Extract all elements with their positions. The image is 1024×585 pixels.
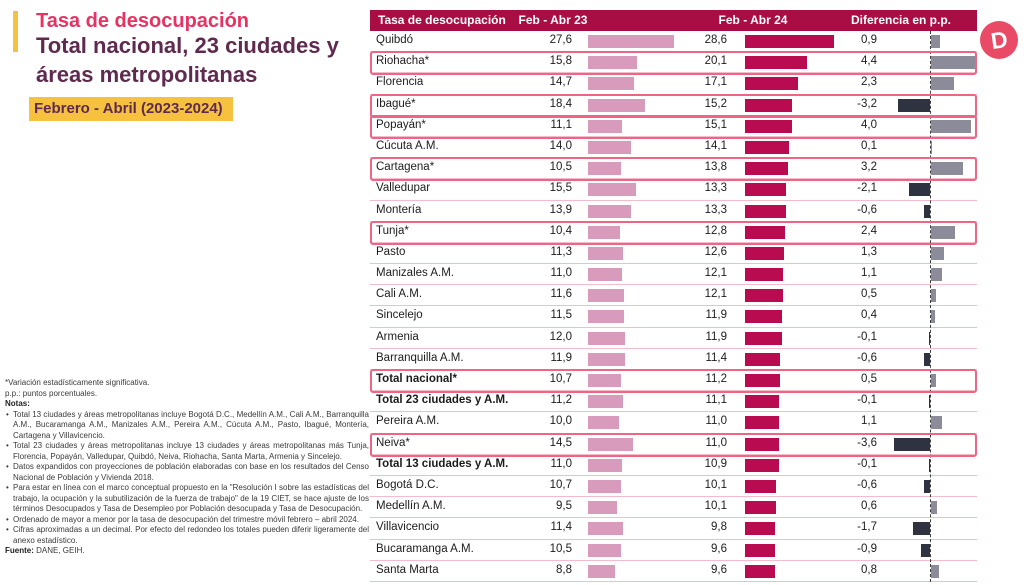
value-feb23: 11,4: [550, 521, 572, 534]
bar-feb23: [588, 183, 636, 196]
value-feb23: 14,7: [549, 76, 572, 89]
row-city-name: Armenia: [376, 330, 419, 343]
bar-diff: [909, 183, 930, 196]
value-diff: -3,2: [857, 97, 877, 110]
page-title: Tasa de desocupación: [36, 10, 250, 32]
source-label: Fuente:: [5, 546, 34, 555]
table-row: [370, 52, 977, 73]
bar-diff: [931, 565, 939, 578]
bar-feb23: [588, 522, 623, 535]
note-pp: p.p.: puntos porcentuales.: [5, 388, 98, 398]
value-feb24: 9,8: [711, 521, 727, 534]
bar-feb23: [588, 565, 615, 578]
row-city-name: Santa Marta: [376, 563, 439, 576]
bar-diff: [931, 247, 944, 260]
value-feb23: 11,6: [550, 288, 572, 301]
value-diff: -3,6: [857, 436, 877, 449]
bar-diff: [931, 268, 942, 281]
row-city-name: Total 13 ciudades y A.M.: [376, 457, 509, 470]
value-feb23: 15,5: [549, 182, 572, 195]
note-item: • Cifras aproximadas a un decimal. Por efecto del redondeo los totales pueden diferir ligeramente del anexo estadístico.: [5, 525, 369, 546]
bar-diff: [921, 544, 930, 557]
column-header-city: Tasa de desocupación: [378, 13, 506, 27]
value-diff: -0,6: [857, 478, 877, 491]
bar-diff: [894, 438, 930, 451]
bar-feb24: [745, 480, 776, 493]
value-feb24: 12,8: [704, 224, 727, 237]
row-city-name: Cartagena*: [376, 161, 435, 174]
value-feb23: 11,3: [550, 245, 572, 258]
row-city-name: Bucaramanga A.M.: [376, 542, 474, 555]
table-body: [370, 31, 977, 582]
bar-feb23: [588, 480, 621, 493]
table-row: [370, 306, 977, 327]
value-feb24: 9,6: [711, 542, 727, 555]
bar-feb23: [588, 544, 621, 557]
bar-feb23: [588, 310, 624, 323]
bar-feb24: [745, 120, 792, 133]
table-row: [370, 434, 977, 455]
bar-diff: [931, 374, 936, 387]
bar-feb24: [745, 353, 780, 366]
value-feb23: 11,2: [550, 394, 572, 407]
bar-feb24: [745, 438, 779, 451]
bar-feb24: [745, 77, 798, 90]
value-feb24: 11,4: [705, 351, 727, 364]
value-feb24: 28,6: [704, 34, 727, 46]
row-city-name: Medellín A.M.: [376, 500, 446, 513]
value-feb23: 27,6: [549, 34, 572, 46]
bar-diff: [931, 162, 963, 175]
bar-diff: [931, 77, 954, 90]
table-row: [370, 73, 977, 94]
value-diff: 1,3: [861, 245, 877, 258]
value-diff: 3,2: [861, 161, 877, 174]
row-city-name: Montería: [376, 203, 422, 216]
bar-feb23: [588, 395, 623, 408]
value-diff: -0,6: [857, 203, 877, 216]
value-diff: -0,6: [857, 351, 877, 364]
zero-axis: [930, 31, 931, 582]
bar-feb23: [588, 459, 622, 472]
value-diff: 0,9: [861, 34, 877, 46]
source-text: DANE, GEIH.: [33, 546, 85, 555]
value-feb24: 11,2: [705, 373, 727, 385]
value-feb24: 10,9: [704, 457, 727, 470]
value-diff: 1,1: [861, 267, 877, 280]
table-row: [370, 370, 977, 391]
table-row: [370, 201, 977, 222]
page-subtitle-line1: Total nacional, 23 ciudades y: [36, 33, 339, 58]
value-feb24: 11,0: [705, 415, 727, 428]
value-feb24: 17,1: [704, 76, 727, 89]
bar-feb24: [745, 268, 783, 281]
bar-feb24: [745, 162, 788, 175]
row-city-name: Cúcuta A.M.: [376, 139, 439, 152]
value-feb23: 10,5: [549, 161, 572, 174]
table-header: [370, 10, 977, 31]
value-feb23: 11,0: [550, 267, 572, 280]
bar-feb23: [588, 374, 621, 387]
row-city-name: Quibdó: [376, 34, 414, 46]
value-diff: 0,8: [861, 563, 877, 576]
row-city-name: Manizales A.M.: [376, 267, 454, 280]
page-subtitle-line2: áreas metropolitanas: [36, 62, 258, 87]
value-feb23: 18,4: [549, 97, 572, 110]
note-item: • Para estar en línea con el marco conceptual propuesto en la "Resolución I sobre las estadísticas del trabajo, la ocupación y la subutilización de la fuerza de trabajo" de la 19 CIET, se hace ajuste de los términos Desocupados y Tasa de Desempleo por Población desocupada y Tasa de Desocupación.: [5, 483, 369, 515]
table-row: [370, 116, 977, 137]
value-feb24: 15,1: [704, 118, 727, 131]
value-feb24: 13,3: [704, 182, 727, 195]
column-header-diff: Diferencia en p.p.: [850, 13, 952, 27]
row-city-name: Valledupar: [376, 182, 431, 195]
row-city-name: Barranquilla A.M.: [376, 351, 464, 364]
value-feb23: 10,4: [549, 224, 572, 237]
value-diff: -0,1: [857, 457, 877, 470]
table-row: [370, 476, 977, 497]
bar-feb24: [745, 565, 775, 578]
bar-feb24: [745, 544, 775, 557]
table-row: [370, 349, 977, 370]
table-row: [370, 158, 977, 179]
bar-feb23: [588, 247, 623, 260]
value-feb24: 20,1: [704, 55, 727, 68]
value-feb24: 14,1: [704, 139, 727, 152]
bar-feb23: [588, 35, 674, 48]
bar-feb23: [588, 332, 625, 345]
footnotes: [5, 378, 369, 557]
value-diff: 0,6: [861, 500, 877, 513]
bar-diff: [931, 501, 937, 514]
table-row: [370, 179, 977, 200]
bar-diff: [931, 35, 940, 48]
bar-diff: [931, 416, 942, 429]
table-row: [370, 412, 977, 433]
bar-diff: [931, 120, 971, 133]
row-city-name: Florencia: [376, 76, 424, 89]
table-row: [370, 455, 977, 476]
table-row: [370, 137, 977, 158]
bar-feb24: [745, 205, 786, 218]
row-city-name: Villavicencio: [376, 521, 440, 534]
value-feb23: 11,0: [550, 457, 572, 470]
value-diff: 0,5: [861, 288, 877, 301]
bar-diff: [931, 56, 975, 69]
row-city-name: Cali A.M.: [376, 288, 423, 301]
bar-feb24: [745, 310, 782, 323]
bar-feb23: [588, 120, 622, 133]
column-header-feb24: Feb - Abr 24: [718, 13, 788, 27]
value-feb24: 13,8: [704, 161, 727, 174]
table-row: [370, 391, 977, 412]
bar-diff: [931, 310, 935, 323]
value-diff: -2,1: [857, 182, 877, 195]
bar-feb23: [588, 205, 631, 218]
bar-feb24: [745, 247, 784, 260]
bar-feb23: [588, 162, 621, 175]
value-diff: 0,1: [861, 139, 877, 152]
value-feb24: 13,3: [704, 203, 727, 216]
row-city-name: Ibagué*: [376, 97, 416, 110]
table-row: [370, 222, 977, 243]
bar-feb24: [745, 183, 786, 196]
column-header-feb23: Feb - Abr 23: [518, 13, 588, 27]
bar-feb23: [588, 438, 633, 451]
note-item: • Ordenado de mayor a menor por la tasa de desocupación del trimestre móvil febrero – abril 2024.: [5, 515, 369, 526]
value-diff: 4,4: [861, 55, 877, 68]
row-city-name: Pereira A.M.: [376, 415, 440, 428]
bar-feb23: [588, 416, 619, 429]
value-feb23: 10,5: [549, 542, 572, 555]
value-feb23: 11,9: [550, 351, 572, 364]
bar-feb24: [745, 99, 792, 112]
value-diff: -0,1: [857, 330, 877, 343]
value-feb23: 11,1: [550, 118, 572, 131]
bar-feb24: [745, 416, 779, 429]
value-diff: -0,1: [857, 394, 877, 407]
table-row: [370, 243, 977, 264]
value-feb23: 12,0: [549, 330, 572, 343]
value-feb23: 13,9: [549, 203, 572, 216]
bar-diff: [913, 522, 930, 535]
table-row: [370, 31, 977, 52]
bar-diff: [898, 99, 930, 112]
value-feb23: 15,8: [549, 55, 572, 68]
value-feb24: 11,0: [705, 436, 727, 449]
value-diff: 1,1: [861, 415, 877, 428]
row-city-name: Tunja*: [376, 224, 409, 237]
value-diff: 2,4: [861, 224, 877, 237]
bar-feb24: [745, 459, 779, 472]
value-feb23: 10,7: [549, 478, 572, 491]
value-feb23: 14,0: [549, 139, 572, 152]
note-significance: *Variación estadísticamente significativa.: [5, 378, 150, 387]
bar-feb23: [588, 226, 620, 239]
value-diff: -0,9: [857, 542, 877, 555]
bar-feb23: [588, 56, 637, 69]
bar-feb23: [588, 99, 645, 112]
row-city-name: Total nacional*: [376, 373, 457, 385]
table-row: [370, 328, 977, 349]
value-feb24: 11,9: [705, 309, 727, 322]
bar-feb24: [745, 395, 779, 408]
table-row: [370, 285, 977, 306]
value-feb24: 12,6: [704, 245, 727, 258]
value-diff: 4,0: [861, 118, 877, 131]
table-row: [370, 264, 977, 285]
dane-logo: [980, 21, 1018, 59]
bar-diff: [931, 226, 955, 239]
table-row: [370, 561, 977, 582]
bar-feb23: [588, 501, 617, 514]
value-feb23: 9,5: [556, 500, 572, 513]
table-row: [370, 540, 977, 561]
note-item: • Datos expandidos con proyecciones de población elaboradas con base en los resultados del Censo Nacional de Población y Vivienda 2018.: [5, 462, 369, 483]
table-row: [370, 497, 977, 518]
note-item: • Total 23 ciudades y áreas metropolitanas incluye 13 ciudades y áreas metropolitanas más Tunja, Florencia, Popayán, Valledupar, Quibdó, Neiva, Riohacha, Santa Marta, Armenia y Sincelejo.: [5, 441, 369, 462]
value-feb24: 9,6: [711, 563, 727, 576]
row-city-name: Bogotá D.C.: [376, 478, 439, 491]
value-feb24: 15,2: [704, 97, 727, 110]
value-feb24: 12,1: [704, 267, 727, 280]
bar-diff: [931, 141, 932, 154]
bar-feb23: [588, 289, 624, 302]
row-city-name: Pasto: [376, 245, 406, 258]
bar-feb24: [745, 522, 775, 535]
value-diff: 0,5: [861, 373, 877, 385]
value-feb23: 10,7: [549, 373, 572, 385]
bar-feb24: [745, 374, 780, 387]
bar-feb23: [588, 353, 625, 366]
row-city-name: Total 23 ciudades y A.M.: [376, 394, 509, 407]
value-feb23: 10,0: [549, 415, 572, 428]
value-feb24: 10,1: [704, 500, 727, 513]
bar-feb24: [745, 226, 785, 239]
bar-feb24: [745, 141, 789, 154]
table-row: [370, 95, 977, 116]
bar-feb24: [745, 56, 807, 69]
source: [5, 546, 369, 557]
notes-list: [5, 410, 369, 547]
note-item: • Total 13 ciudades y áreas metropolitanas incluye Bogotá D.C., Medellín A.M., Cali A.M., Barranquilla A.M., Bucaramanga A.M., Manizales A.M., Pereira A.M., Cúcuta A.M., Pasto, Ibagué, Montería, Cartagena y Villavicencio.: [5, 410, 369, 442]
bar-diff: [931, 289, 936, 302]
value-diff: 0,4: [861, 309, 877, 322]
row-city-name: Popayán*: [376, 118, 426, 131]
value-feb24: 10,1: [704, 478, 727, 491]
bar-feb23: [588, 268, 622, 281]
row-city-name: Riohacha*: [376, 55, 430, 68]
value-feb23: 11,5: [550, 309, 572, 322]
bar-feb24: [745, 289, 783, 302]
row-city-name: Neiva*: [376, 436, 410, 449]
value-feb24: 11,1: [705, 394, 727, 407]
value-feb23: 8,8: [556, 563, 572, 576]
value-feb23: 14,5: [549, 436, 572, 449]
bar-feb23: [588, 77, 634, 90]
bar-feb23: [588, 141, 631, 154]
unemployment-table: [370, 10, 977, 583]
bar-feb24: [745, 332, 782, 345]
period-chip: Febrero - Abril (2023-2024): [29, 97, 233, 121]
row-city-name: Sincelejo: [376, 309, 423, 322]
notes-heading: Notas:: [5, 399, 30, 408]
value-diff: -1,7: [857, 521, 877, 534]
value-feb24: 12,1: [704, 288, 727, 301]
value-diff: 2,3: [861, 76, 877, 89]
table-row: [370, 518, 977, 539]
title-accent-bar: [13, 11, 18, 52]
value-feb24: 11,9: [705, 330, 727, 343]
bar-feb24: [745, 501, 776, 514]
dane-logo-letter: D: [988, 25, 1009, 54]
